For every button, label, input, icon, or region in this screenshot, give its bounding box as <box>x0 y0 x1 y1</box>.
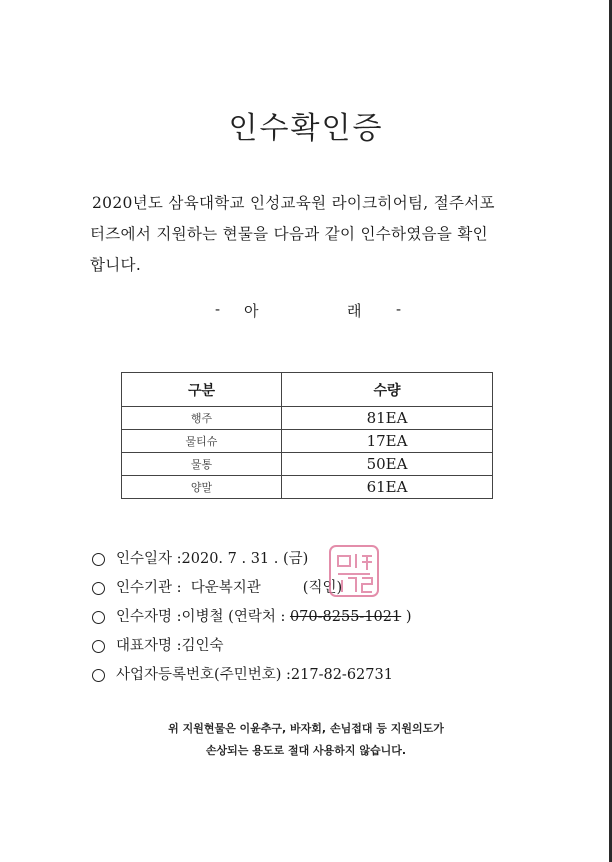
bullet-circle-icon <box>92 669 105 682</box>
notice-dash-right: - <box>396 300 402 318</box>
info-value: 이병철 (연락처 : <box>181 609 290 625</box>
bullet-circle-icon <box>92 553 105 566</box>
footer-line-1: 위 지원현물은 이윤추구, 바자회, 손님접대 등 지원의도가 <box>168 722 444 735</box>
bullet-circle-icon <box>92 582 105 595</box>
info-label: 대표자명 : <box>116 638 182 654</box>
footer-line-2: 손상되는 용도로 절대 사용하지 않습니다. <box>205 744 407 757</box>
info-receiver-name <box>89 603 559 632</box>
footer-notice <box>0 718 612 762</box>
notice-dash-left: - <box>215 300 221 318</box>
body-line-1: 2020년도 삼육대학교 인성교육원 라이크히어팀, 절주서포 <box>92 194 495 212</box>
info-value: 다운복지관 <box>190 580 261 596</box>
info-phone: 070-8255-1021 <box>289 609 402 625</box>
item-qty: 81EA <box>282 407 493 430</box>
info-label: 사업자등록번호(주민번호) : <box>116 667 291 683</box>
info-label: 인수자명 : <box>116 609 182 625</box>
official-seal-stamp <box>326 542 382 600</box>
item-name: 물티슈 <box>122 430 282 453</box>
info-receiving-org <box>89 574 559 603</box>
info-label: 인수기관 : <box>116 580 191 596</box>
info-representative <box>89 632 559 661</box>
info-tail: ) <box>401 609 412 625</box>
body-paragraph <box>90 188 535 281</box>
info-value: 김인숙 <box>181 638 224 654</box>
header-category: 구분 <box>122 373 282 407</box>
item-name: 양말 <box>122 476 282 499</box>
notice-char-rae: 래 <box>347 302 362 320</box>
item-name: 물통 <box>122 453 282 476</box>
info-receipt-date <box>89 545 559 574</box>
table-row <box>122 453 493 476</box>
bullet-circle-icon <box>92 640 105 653</box>
info-list <box>89 545 559 690</box>
table-row <box>122 430 493 453</box>
info-label: 인수일자 : <box>116 551 182 567</box>
info-business-number <box>89 661 559 690</box>
item-qty: 17EA <box>282 430 493 453</box>
table-row <box>122 407 493 430</box>
info-value: 217-82-62731 <box>290 667 393 683</box>
info-value: 2020. 7 . 31 . (금) <box>181 551 309 567</box>
bullet-circle-icon <box>92 611 105 624</box>
body-line-2: 터즈에서 지원하는 현물을 다음과 같이 인수하였음을 확인 <box>90 225 488 243</box>
item-qty: 50EA <box>282 453 493 476</box>
document-title: 인수확인증 <box>228 111 384 146</box>
items-table <box>121 372 493 499</box>
seal-label: (직인) <box>302 580 343 596</box>
table-header-row <box>122 373 493 407</box>
header-quantity: 수량 <box>282 373 493 407</box>
body-line-3: 합니다. <box>90 256 142 274</box>
table-row <box>122 476 493 499</box>
notice-char-a: 아 <box>244 302 259 320</box>
item-name: 행주 <box>122 407 282 430</box>
item-qty: 61EA <box>282 476 493 499</box>
